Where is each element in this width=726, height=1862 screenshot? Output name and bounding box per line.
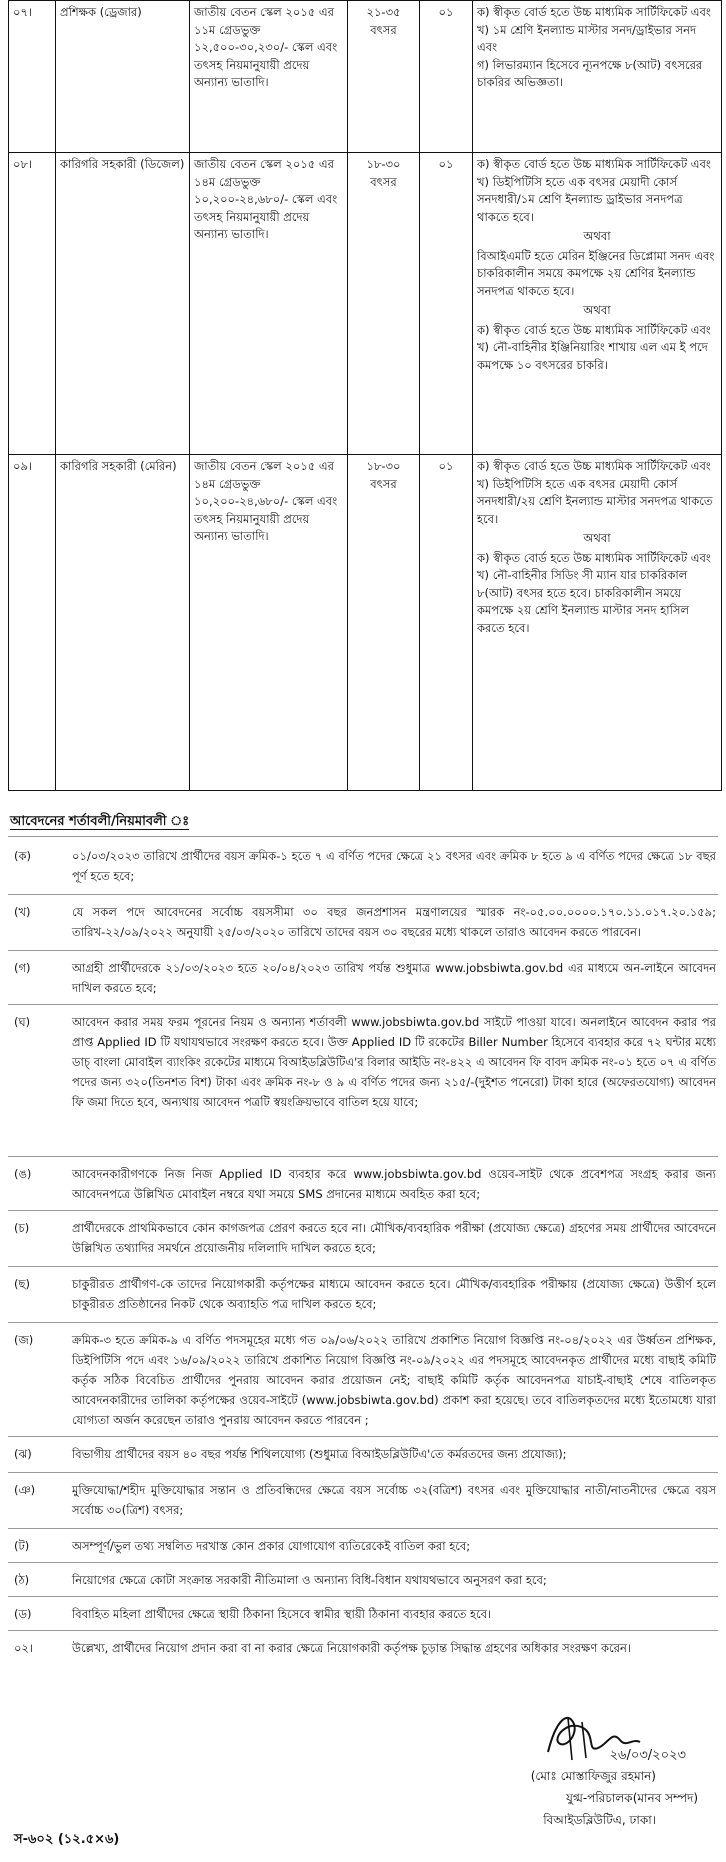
divider — [8, 1322, 718, 1323]
pay-scale-cell: জাতীয় বেতন স্কেল ২০১৫ এর ১১ম গ্রেডভুক্ত ১২,৫০০-৩০,২৩০/- স্কেল এবং তৎসহ নিয়মানুযায়ী প্রদেয় অন্যান্য ভাতাদি। — [190, 1, 348, 153]
condition-text: চাকুরীরত প্রার্থীগণ-কে তাদের নিয়োগকারী কর্তৃপক্ষের মাধ্যমে আবেদন করতে হবে। মৌখিক/ব্যবহারিক পরীক্ষায় (প্রযোজ্য ক্ষেত্রে) উত্তীর্ণ হলে চাকুরীরত প্রতিষ্ঠানের নিকট থেকে অব্যাহতি পত্র দাখিল করতে হবে; — [72, 1277, 716, 1311]
condition-marker: (ঘ) — [14, 1015, 31, 1029]
qualification-cell — [473, 153, 722, 455]
qualification-item: ক) স্বীকৃত বোর্ড হতে উচ্চ মাধ্যমিক সার্টিফিকেট এবং — [477, 550, 711, 565]
divider — [8, 894, 718, 895]
qualification-item: গ) লিভারম্যান হিসেবে ন্যূনপক্ষে ৮(আট) বৎসরের চাকরির অভিজ্ঞতা। — [477, 57, 703, 89]
condition-marker: (ঠ) — [14, 1573, 30, 1587]
table-row — [9, 153, 722, 455]
condition-text: উল্লেখ্য, প্রার্থীদের নিয়োগ প্রদান করা বা না করার ক্ষেত্রে নিয়োগকারী কর্তৃপক্ষ চূড়ান্ত সিদ্ধান্ত গ্রহণের অধিকার সংরক্ষণ করেন। — [72, 1641, 631, 1655]
divider — [8, 950, 718, 951]
qualification-item: খ) ডিইপিটিসি হতে এক বৎসর মেয়াদী কোর্স সনদধারী/১ম শ্রেণি ইনল্যান্ড ড্রাইভার সনদপত্র থাকতে হবে। — [477, 174, 683, 224]
condition-item — [8, 1536, 716, 1556]
or-separator: অথবা — [583, 531, 611, 545]
signatory-organization: বিআইডব্লিউটিএ, ঢাকা। — [543, 1813, 656, 1827]
condition-marker: (গ) — [14, 961, 31, 975]
divider — [8, 1156, 718, 1157]
condition-marker: (ছ) — [14, 1277, 30, 1291]
condition-marker: (ঙ) — [14, 1167, 32, 1181]
divider — [8, 1004, 718, 1005]
condition-item — [8, 1330, 716, 1430]
document-code: স-৬০২ (১২.৫×৬) — [14, 1832, 120, 1847]
condition-text: বিবাহিত মহিলা প্রার্থীদের ক্ষেত্রে স্থায়ী ঠিকানা হিসেবে স্বামীর স্থায়ী ঠিকানা ব্যবহার করতে হবে। — [72, 1607, 492, 1621]
condition-item — [8, 1164, 716, 1204]
divider — [8, 1630, 718, 1631]
condition-text: ক্রমিক-৩ হতে ক্রমিক-৯ এ বর্ণিত পদসমূহের মধ্যে গত ০৯/০৬/২০২২ তারিখে প্রকাশিত নিয়োগ বিজ্ঞপ্তি নং-০৪/২০২২ এর উর্ধ্বতন প্রশিক্ষক, ডিইপিটিসি পদে এবং ১৬/০৯/২০২২ তারিখে প্রকাশিত নিয়োগ বিজ্ঞপ্তি নং-০৯/২০২২ এর পদসমূহে আবেদনকৃত প্রার্থীদের মধ্যে বাছাই কমিটি কর্তৃক সঠিক বিবেচিত প্রার্থীদের পুনরায় আবেদন করার প্রয়োজন নেই; বাছাই কমিটি কর্তৃক আবেদনপত্র যাচাই-বাছাই শেষে বাতিলকৃত আবেদনকারীদের তালিকা কর্তৃপক্ষের ওয়েব-সাইটে (www.jobsbiwta.gov.bd) প্রকাশ করা হয়েছে। তবে বাতিলকৃতদের মধ্যে ইতোমধ্যে যারা যোগ্যতা অর্জন করেছেন তারাও পুনরায় আবেদন করতে পারবেন ; — [72, 1333, 716, 1427]
condition-text: ০১/০৩/২০২৩ তারিখে প্রার্থীদের বয়স ক্রমিক-১ হতে ৭ এ বর্ণিত পদের ক্ষেত্রে ২১ বৎসর এবং ক্রমিক ৮ হতে ৯ এ বর্ণিত পদের ক্ষেত্রে ১৮ বছর পূর্ণ হতে হবে; — [72, 849, 716, 883]
condition-marker: (ঞ) — [14, 1483, 36, 1497]
qualification-item: খ) নৌ-বাহিনীর সিডিং সী ম্যান যার চাকরিকাল ৮(আট) বৎসর হতে হবে। চাকরিকালীন সময়ে কমপক্ষে ২য় শ্রেণি ইনল্যান্ড মাস্টার সনদ হাসিল করতে হবে। — [477, 568, 690, 635]
age-cell: ২১-৩৫ বৎসর — [348, 1, 420, 153]
qualification-cell — [473, 455, 722, 791]
condition-marker: (ট) — [14, 1539, 30, 1553]
serial-cell: ০৮। — [9, 153, 56, 455]
qualification-item: ক) স্বীকৃত বোর্ড হতে উচ্চ মাধ্যমিক সার্টিফিকেট এবং — [477, 5, 711, 19]
table-row — [9, 455, 722, 791]
conditions-heading: আবেদনের শর্তাবলী/নিয়মাবলী ঃ — [10, 814, 190, 829]
condition-item — [8, 1638, 716, 1658]
serial-cell: ০৭। — [9, 1, 56, 153]
signature-date: ২৬/০৩/২০২৩ — [609, 1748, 686, 1763]
condition-item — [8, 902, 716, 942]
table-row — [9, 1, 722, 153]
count-cell: ০১ — [420, 1, 473, 153]
condition-item — [8, 958, 716, 998]
count-cell: ০১ — [420, 153, 473, 455]
post-cell: কারিগরি সহকারী (মেরিন) — [56, 455, 190, 791]
qualification-item: খ) ১ম শ্রেণি ইনল্যান্ড মাস্টার সনদ/ড্রাইভার সনদ এবং — [477, 22, 697, 54]
condition-text: আবেদনকারীগণকে নিজ নিজ Applied ID ব্যবহার করে www.jobsbiwta.gov.bd ওয়েব-সাইট থেকে প্রবেশপত্র সংগ্রহ করার জন্য আবেদনপত্রে উল্লিখিত মোবাইল নম্বরে যথা সময়ে SMS প্রদানের মাধ্যমে অবহিত করা হবে; — [72, 1167, 716, 1201]
signatory-name: (মোঃ মোস্তাফিজুর রহমান) — [530, 1769, 656, 1783]
condition-text: আবেদন করার সময় ফরম পূরনের নিয়ম ও অন্যান্য শর্তাবলী www.jobsbiwta.gov.bd সাইটে পাওয়া যাবে। অনলাইনে আবেদন করার পর প্রাপ্ত Applied ID টি যথাযথভাবে সংরক্ষণ করতে হবে। উক্ত Applied ID টি রকেটের Biller Number হিসেবে ব্যবহার করে ৭২ ঘন্টার মধ্যে ডাচ্ বাংলা মোবাইল ব্যাংকিং রকেটের মাধ্যমে বিআইডব্লিউটিএ'র বিলার আইডি নং-৪২২ এ আবেদন ফি বাবদ ক্রমিক নং-০১ হতে ০৭ এ বর্ণিত পদের জন্য ৩২০(তিনশত বিশ) টাকা এবং ক্রমিক নং-৮ ও ৯ এ বর্ণিত পদের জন্য ২১৫/-(দুইশত পনেরো) টাকা হারে (অফেরতযোগ্য) আবেদন ফি জমা দিতে হবে, অন্যথায় আবেদন পত্রটি স্বয়ংক্রিয়ভাবে বাতিল হয়ে যাবে; — [72, 1015, 716, 1109]
pay-scale-cell: জাতীয় বেতন স্কেল ২০১৫ এর ১৪ম গ্রেডভুক্ত ১০,২০০-২৪,৬৮০/- স্কেল এবং তৎসহ নিয়মানুযায়ী প্রদেয় অন্যান্য ভাতাদি। — [190, 455, 348, 791]
condition-item — [8, 1444, 716, 1464]
divider — [8, 1596, 718, 1597]
condition-text: আগ্রহী প্রার্থীদেরকে ২১/০৩/২০২৩ হতে ২০/০৪/২০২৩ তারিখ পর্যন্ত শুধুমাত্র www.jobsbiwta.gov.bd এর মাধ্যমে অন-লাইনে আবেদন দাখিল করতে হবে; — [72, 961, 716, 995]
divider — [8, 1210, 718, 1211]
pay-scale-cell: জাতীয় বেতন স্কেল ২০১৫ এর ১৪ম গ্রেডভুক্ত ১০,২০০-২৪,৬৮০/- স্কেল এবং তৎসহ নিয়মানুযায়ী প্রদেয় অন্যান্য ভাতাদি। — [190, 153, 348, 455]
posts-table — [8, 0, 722, 791]
signatory-designation: যুগ্ম-পরিচালক(মানব সম্পদ) — [566, 1791, 698, 1805]
condition-marker: (খ) — [14, 905, 31, 919]
divider — [8, 1528, 718, 1529]
condition-text: অসম্পূর্ণ/ভুল তথ্য সম্বলিত দরখাস্ত কোন প্রকার যোগাযোগ ব্যতিরেকেই বাতিল করা হবে; — [72, 1539, 471, 1553]
divider — [8, 1472, 718, 1473]
serial-cell: ০৯। — [9, 455, 56, 791]
post-cell: প্রশিক্ষক (ড্রেজার) — [56, 1, 190, 153]
qualification-item: খ) নৌ-বাহিনীর ইঞ্জিনিয়ারিং শাখায় এল এম ই পদে কমপক্ষে ১০ বৎসরের চাকরি। — [477, 340, 708, 372]
condition-item — [8, 846, 716, 886]
qualification-item: বিআইএমটি হতে মেরিন ইঞ্জিনের ডিপ্লোমা সনদ এবং চাকরিকালীন সময়ে কমপক্ষে ২য় শ্রেণির ইনল্যান্ড সনদপত্র থাকতে হবে। — [477, 248, 715, 298]
divider — [8, 1436, 718, 1437]
qualification-item: ক) স্বীকৃত বোর্ড হতে উচ্চ মাধ্যমিক সার্টিফিকেট এবং — [477, 322, 711, 337]
qualification-item: ক) স্বীকৃত বোর্ড হতে উচ্চ মাধ্যমিক সার্টিফিকেট এবং — [477, 157, 711, 171]
condition-item — [8, 1274, 716, 1314]
post-cell: কারিগরি সহকারী (ডিজেল) — [56, 153, 190, 455]
or-separator: অথবা — [583, 229, 611, 243]
condition-text: প্রার্থীদেরকে প্রাথমিকভাবে কোন কাগজপত্র প্রেরণ করতে হবে না। মৌখিক/ব্যবহারিক পরীক্ষা (প্রযোজ্য ক্ষেত্রে) গ্রহণের সময় প্রার্থীদের আবেদনে উল্লিখিত তথ্যাদির সমর্থনে প্রয়োজনীয় দলিলাদি দাখিল করতে হবে; — [72, 1221, 716, 1255]
divider — [8, 1266, 718, 1267]
condition-marker: (ড) — [14, 1607, 32, 1621]
condition-marker: (ঝ) — [14, 1447, 32, 1461]
divider — [8, 836, 718, 837]
condition-item — [8, 1480, 716, 1520]
age-cell: ১৮-৩০ বৎসর — [348, 455, 420, 791]
condition-text: নিয়োগের ক্ষেত্রে কোটা সংক্রান্ত সরকারী নীতিমালা ও অন্যান্য বিধি-বিধান যথাযথভাবে অনুসরণ করা হবে; — [72, 1573, 547, 1587]
count-cell: ০১ — [420, 455, 473, 791]
condition-item — [8, 1012, 716, 1112]
age-cell: ১৮-৩০ বৎসর — [348, 153, 420, 455]
qualification-item: খ) ডিইপিটিসি হতে এক বৎসর মেয়াদী কোর্স সনদধারী/২য় শ্রেণি ইনল্যান্ড মাস্টার সনদপত্র থাকতে হবে। — [477, 476, 713, 526]
condition-marker: (জ) — [14, 1333, 34, 1347]
qualification-cell — [473, 1, 722, 153]
condition-marker: ০২। — [14, 1641, 34, 1655]
condition-text: বিভাগীয় প্রার্থীদের বয়স ৪০ বছর পর্যন্ত শিথিলযোগ্য (শুধুমাত্র বিআইডব্লিউটিএ'তে কর্মরতদের জন্য প্রযোজ্য); — [72, 1447, 567, 1461]
condition-text: মুক্তিযোদ্ধা/শহীদ মুক্তিযোদ্ধার সন্তান ও প্রতিবন্ধিদের ক্ষেত্রে বয়স সর্বোচ্চ ৩২(বত্রিশ) বৎসর এবং মুক্তিযোদ্ধার নাতী/নাতনীদের ক্ষেত্রে বয়স সর্বোচ্চ ৩০(ত্রিশ) বৎসর; — [72, 1483, 716, 1517]
condition-item — [8, 1570, 716, 1590]
qualification-item: ক) স্বীকৃত বোর্ড হতে উচ্চ মাধ্যমিক সার্টিফিকেট এবং — [477, 459, 711, 473]
condition-text: যে সকল পদে আবেদনের সর্বোচ্চ বয়সসীমা ৩০ বছর জনপ্রশাসন মন্ত্রণালয়ের স্মারক নং-০৫.০০.০০০০.১৭০.১১.০১৭.২০.১৫৯; তারিখ-২২/০৯/২০২২ অনুযায়ী ২৫/০৩/২০২০ তারিখে তাদের বয়স ৩০ বছরের মধ্যে থাকলে তারাও আবেদন করতে পারবেন। — [72, 905, 716, 939]
divider — [8, 1562, 718, 1563]
condition-item — [8, 1218, 716, 1258]
or-separator: অথবা — [583, 303, 611, 317]
condition-marker: (ক) — [14, 849, 32, 863]
condition-item — [8, 1604, 716, 1624]
condition-marker: (চ) — [14, 1221, 30, 1235]
